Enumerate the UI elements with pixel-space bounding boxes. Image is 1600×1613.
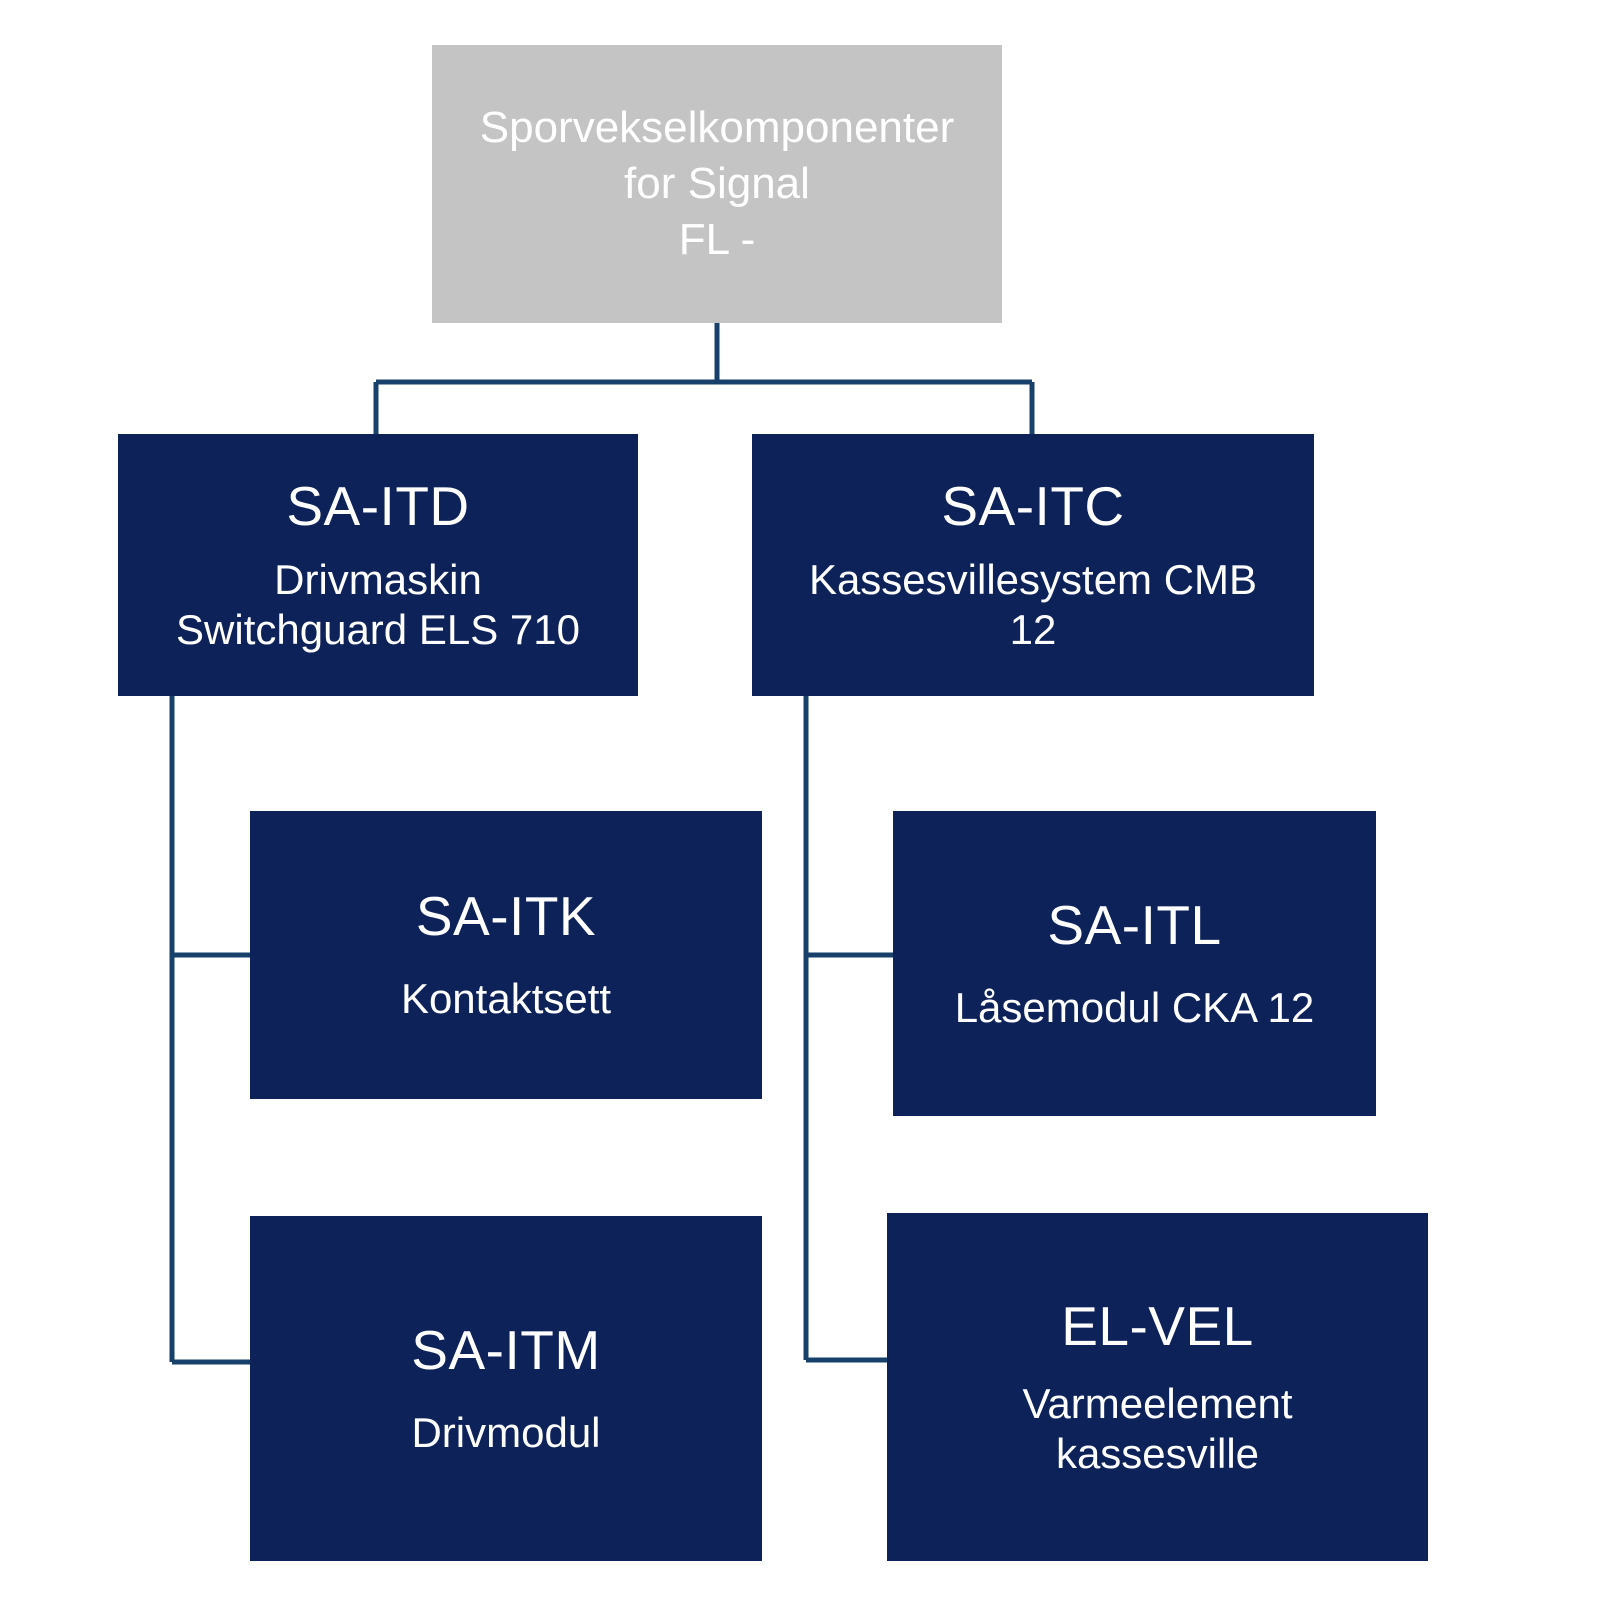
node-sa-itl-code: SA-ITL: [1047, 893, 1222, 956]
node-el-vel-line1: Varmeelement: [1022, 1380, 1293, 1428]
node-el-vel[interactable]: [887, 1213, 1428, 1561]
node-sa-itk[interactable]: [250, 811, 762, 1099]
node-root-line3: FL -: [678, 215, 756, 265]
node-sa-itd-code: SA-ITD: [286, 474, 470, 537]
node-el-vel-code: EL-VEL: [1061, 1294, 1254, 1357]
node-sa-itc-code: SA-ITC: [941, 474, 1125, 537]
node-root-line2: for Signal: [624, 158, 810, 208]
node-sa-itk-line1: Kontaktsett: [400, 975, 612, 1023]
node-sa-itd-line2: Switchguard ELS 710: [176, 605, 580, 653]
node-sa-itl-line1: Låsemodul CKA 12: [954, 983, 1315, 1031]
node-sa-itc-line1: Kassesvillesystem CMB: [808, 556, 1258, 604]
node-el-vel-line2: kassesville: [1055, 1429, 1260, 1477]
node-sa-itd-line1: Drivmaskin: [274, 556, 482, 604]
node-sa-itm-line1: Drivmodul: [411, 1408, 601, 1456]
node-root-line1: Sporvekselkomponenter: [479, 102, 955, 152]
node-sa-itd[interactable]: [118, 434, 638, 696]
node-sa-itm-code: SA-ITM: [411, 1318, 601, 1381]
node-sa-itc-line2: 12: [1009, 605, 1057, 653]
node-sa-itk-code: SA-ITK: [415, 885, 597, 948]
node-sa-itm[interactable]: [250, 1216, 762, 1561]
node-sa-itl[interactable]: [893, 811, 1376, 1116]
node-root[interactable]: [432, 45, 1002, 323]
node-sa-itc[interactable]: [752, 434, 1314, 696]
